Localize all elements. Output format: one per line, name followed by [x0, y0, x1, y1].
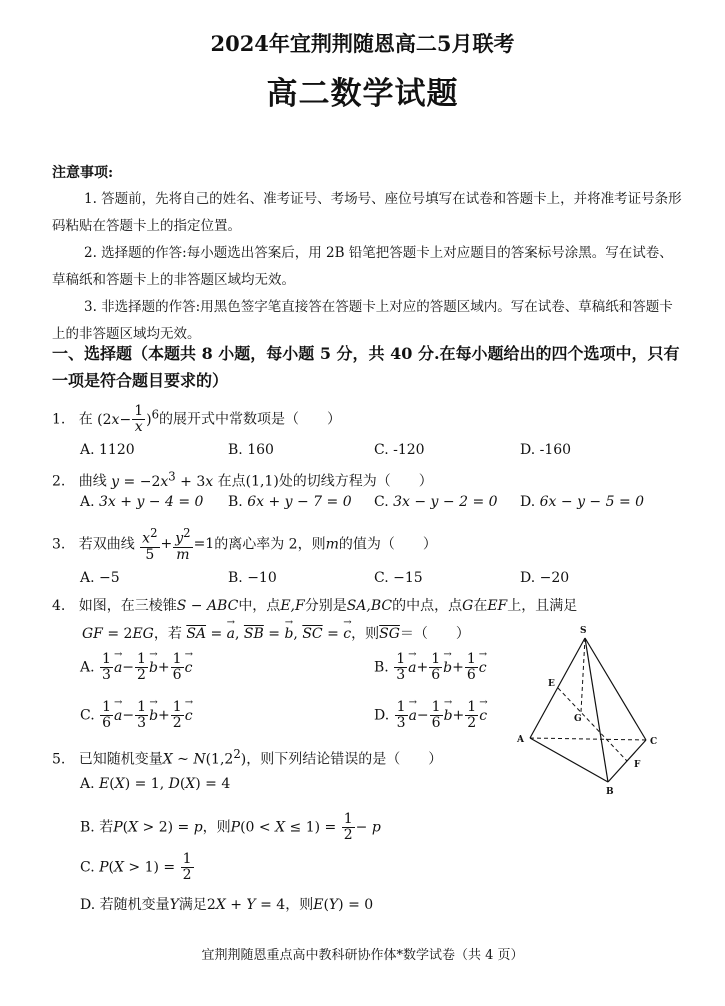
option-a: A. E(X) = 1, D(X) = 4: [80, 776, 231, 792]
edge-ac-hidden: [530, 738, 646, 740]
notes-heading: 注意事项:: [52, 165, 114, 181]
option-d: D. 若随机变量Y满足2X + Y = 4，则E(Y) = 0: [80, 897, 374, 913]
question-number: 3.: [52, 536, 66, 553]
tetrahedron-figure: [508, 620, 678, 800]
note-item: 1. 答题前，先将自己的姓名、准考证号、考场号、座位号填写在试卷和答题卡上，并将准考证号条形码粘贴在答题卡上的指定位置。: [52, 191, 682, 234]
edge-sc: [585, 638, 646, 740]
option-b: B. 160: [228, 442, 274, 458]
question-2: 2. 曲线 $y = -2x^3 + 3x$ 在点(1,1)处的切线方程为（ ）: [52, 469, 433, 490]
question-number: 4.: [52, 598, 66, 614]
option-a: A. 1120: [80, 442, 135, 458]
label-e: E: [548, 679, 555, 689]
option-a: A. $\frac{1}{3}$ → a− $\frac{1}{2}$ → b+ $\frac{1}{6}$ → c: [80, 652, 192, 683]
page-footer: 宜荆荆随恩重点高中教科研协作体*数学试卷（共 4 页）: [201, 948, 524, 963]
option-c: C. −15: [374, 570, 423, 586]
label-b: B: [606, 787, 614, 797]
math-expression: $y = -2x^3 + 3x$: [111, 469, 214, 490]
option-c: C. $\frac{1}{6}$ → a− $\frac{1}{3}$ → b+ $\frac{1}{2}$ → c: [80, 700, 193, 731]
question-number: 5.: [52, 751, 66, 768]
option-d: D. 6x − y − 5 = 0: [520, 494, 645, 510]
note-item: 3. 非选择题的作答:用黑色签字笔直接答在答题卡上对应的答题区域内。写在试卷、草稿纸和答题卡上的非答题区域均无效。: [52, 299, 673, 342]
option-b: B. $\frac{1}{3}$ → a+ $\frac{1}{6}$ → b+ $\frac{1}{6}$ → c: [374, 652, 487, 683]
option-c: C. 3x − y − 2 = 0: [374, 494, 498, 510]
segment-ef: [558, 688, 627, 761]
edge-ab: [530, 738, 608, 782]
section-heading: 一、选择题（本题共 8 小题，每小题 5 分，共 40 分.在每小题给出的四个选项中，只有一项是符合题目要求的）: [52, 344, 680, 390]
segment-sg: [581, 638, 585, 712]
option-a: A. −5: [80, 570, 120, 586]
option-a: A. 3x + y − 4 = 0: [80, 494, 204, 510]
option-d: D. −20: [520, 570, 570, 586]
question-1: 1. 在 (2x− $\frac{1}{x}$ )$^6$的展开式中常数项是（ ）: [52, 403, 341, 436]
option-c: C. -120: [374, 442, 425, 458]
question-number: 2.: [52, 473, 66, 490]
question-4-condition: GF = 2EG，若 $\overline{SA}$ = → a, $\overline{SB}$ = → b, $\overline{SC}$ = → c，则$\overline{SG}=$（ ）: [82, 624, 582, 644]
math-expression: (2x− $\frac{1}{x}$ )$^6$: [97, 403, 159, 436]
note-item: 2. 选择题的作答:每小题选出答案后，用 2B 铅笔把答题卡上对应题目的答案标号涂黑。写在试卷、草稿纸和答题卡上的非答题区域均无效。: [52, 245, 673, 288]
label-c: C: [650, 737, 658, 747]
paper-title: 高二数学试题: [266, 76, 459, 112]
question-3: 3. 若双曲线 $\frac{x^2}{5}$ + $\frac{y^2}{m}$ =1的离心率为 2，则m的值为（ ）: [52, 526, 437, 563]
exam-line: 2024年宜荆荆随恩高二5月联考: [210, 31, 515, 56]
label-g: G: [574, 714, 582, 724]
label-a: A: [517, 735, 524, 745]
option-b: B. 6x + y − 7 = 0: [228, 494, 352, 510]
option-c: C. P(X > 1) = $\frac{1}{2}$: [80, 851, 192, 883]
question-number: 1.: [52, 411, 66, 428]
option-d: D. -160: [520, 442, 572, 458]
option-d: D. $\frac{1}{3}$ → a− $\frac{1}{6}$ → b+ $\frac{1}{2}$ → c: [374, 700, 487, 731]
math-expression: (1,1): [245, 473, 279, 490]
edge-sb: [585, 638, 608, 782]
option-b: B. −10: [228, 570, 277, 586]
question-5: 5. 已知随机变量X ~ $N(1,2^2)$，则下列结论错误的是（ ）: [52, 747, 443, 768]
label-f: F: [634, 760, 641, 770]
option-b: B. 若P(X > 2) = p，则P(0 < X ≤ 1) = $\frac{1}{2}$ − p: [80, 811, 381, 843]
question-4: 4. 如图，在三棱锥S − ABC中，点E,F分别是SA,BC的中点，点G在EF上，且满足: [52, 598, 578, 614]
label-s: S: [580, 626, 587, 636]
math-expression: $\frac{x^2}{5}$ + $\frac{y^2}{m}$ =1: [142, 526, 215, 563]
